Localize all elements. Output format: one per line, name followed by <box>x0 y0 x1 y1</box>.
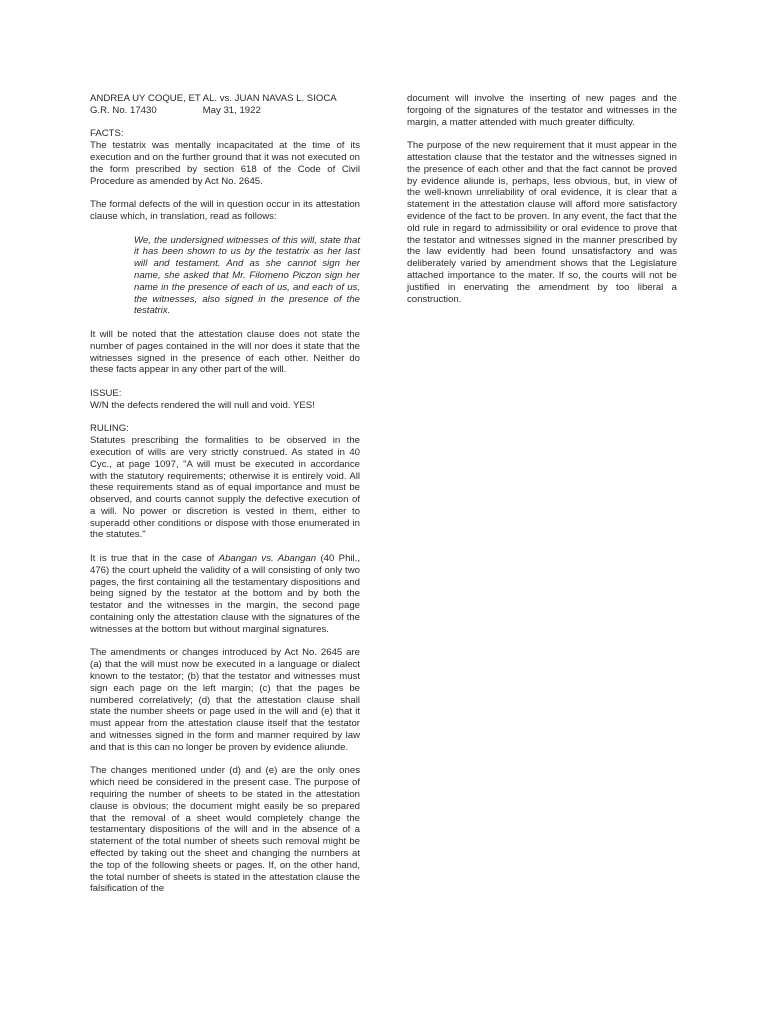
ruling-paragraph-1: Statutes prescribing the formalities to be observed in the execution of wills are very strictly construed. As stated in 40 Cyc., at page 1097, "A will must be executed in accordance with the statutory requirements; otherwise it is entirely void. All these requirements stand as of equal importance and must be observed, and courts cannot supply the defective execution of a will. No power or discretion is vested in them, either to superadd other conditions or dispose with those enumerated in the statutes." <box>90 435 360 541</box>
left-column <box>90 93 360 907</box>
facts-paragraph-1: The testatrix was mentally incapacitated at the time of its execution and on the further ground that it was not executed on the form prescribed by section 618 of the Code of Civil Procedure as amended by Act No. 2645. <box>90 140 360 187</box>
ruling-paragraph-2-start: It is true that in the case of <box>90 553 219 565</box>
ruling-paragraph-2-end: (40 Phil., 476) the court upheld the validity of a will consisting of only two pages, the first containing all the testamentary dispositions and being signed by the testator at the bottom and by both the testator and the witnesses in the margin, the second page containing only the attestation clause with the signatures of the witnesses at the bottom but without marginal signatures. <box>90 553 361 635</box>
ruling-paragraph-4: The changes mentioned under (d) and (e) are the only ones which need be considered in the present case. The purpose of requiring the number of sheets to be stated in the attestation clause is obvious; the document might easily be so prepared that the removal of a sheet would completely change the testamentary dispositions of the will and in the absence of a statement of the total number of sheets such removal might be effected by taking out the sheet and changing the numbers at the top of the following sheets or pages. If, on the other hand, the total number of sheets is stated in the attestation clause the falsification of the <box>90 765 360 895</box>
facts-paragraph-2: The formal defects of the will in question occur in its attestation clause which, in translation, read as follows: <box>90 199 360 222</box>
gr-number: G.R. No. 17430 <box>90 104 157 116</box>
case-citation: Abangan vs. Abangan <box>218 553 317 565</box>
ruling-paragraph-2 <box>90 553 360 636</box>
case-title: ANDREA UY COQUE, ET AL. vs. JUAN NAVAS L. SIOCA <box>90 93 337 104</box>
ruling-paragraph-3: The amendments or changes introduced by Act No. 2645 are (a) that the will must now be executed in a language or dialect known to the testator; (b) that the testator and witnesses must sign each page on the left margin; (c) that the pages be numbered correlatively; (d) that the attestation clause shall state the number sheets or page used in the will and (e) that it must appear from the attestation clause itself that the testator and witnesses signed in the form and manner required by law and that is this can no longer be proven by evidence aliunde. <box>90 647 360 753</box>
ruling-heading: RULING: <box>90 423 129 435</box>
facts-paragraph-3: It will be noted that the attestation clause does not state the number of pages contained in the will nor does it state that the witnesses signed in the presence of each other. Neither do these facts appear in any other part of the will. <box>90 328 360 376</box>
issue-text: W/N the defects rendered the will null and void. YES! <box>90 399 315 411</box>
decision-date: May 31, 1922 <box>202 104 261 116</box>
case-reference <box>90 105 360 117</box>
right-column <box>407 93 677 317</box>
attestation-clause-quote: We, the undersigned witnesses of this will, state that it has been shown to us by the testatrix as her last will and testament. And as she cannot sign her name, she asked that Mr. Filomeno Piczon sign her name in the presence of each of us, and each of us, the witnesses, also signed in the presence of the testatrix. <box>134 234 360 317</box>
ruling-paragraph-5: document will involve the inserting of new pages and the forgoing of the signatures of the testator and witnesses in the margin, a matter attended with much greater difficulty. <box>407 93 677 128</box>
facts-heading: FACTS: <box>90 128 124 140</box>
issue-heading: ISSUE: <box>90 387 122 399</box>
ruling-paragraph-6: The purpose of the new requirement that it must appear in the attestation clause that the testator and the witnesses signed in the presence of each other and that the fact cannot be proved by evidence aliunde is, perhaps, less obvious, but, in view of the well-known unreliability of oral evidence, it is clear that a statement in the attestation clause will afford more satisfactory evidence of the fact to be proven. In any event, the fact that the old rule in regard to admissibility or oral evidence to prove that the testator and witnesses signed in the manner prescribed by the law evidently had been found unsatisfactory and was deliberately varied by amendment shows that the Legislature attached importance to the mater. If so, the courts will not be justified in enervating the amendment by too liberal a construction. <box>407 140 677 305</box>
case-header <box>90 93 360 117</box>
